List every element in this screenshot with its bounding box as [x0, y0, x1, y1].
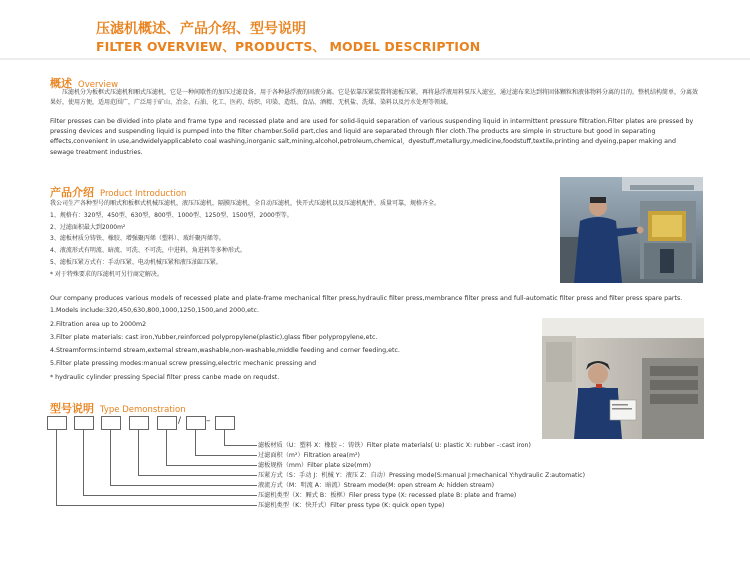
products-cn-list: [50, 199, 440, 280]
model-label-plate-material: 滤板材质（U：塑料 X：橡胶 –：铸铁）Filter plate materials( U: plastic X: rubber –:cast iron): [258, 442, 531, 449]
model-label-filtration-area: 过滤面积（m²）Filtration area(m²): [258, 452, 360, 459]
model-code-box: [129, 416, 149, 430]
model-label-pressing-mode: 压紧方式（S：手动 J：机械 Y：液压 Z：自动）Pressing mode(S:manual J:mechanical Y:hydraulic Z:automatic): [258, 472, 586, 479]
overview-paragraph-en: Filter presses can be divided into plate and frame type and recessed plate and are used for solid-liquid separation of various suspending liquid in intermittent pressure filtration.Filter plates are pressed by pressing devices and suspending liquid is pumped into the filter chamber.Solid part,cles and liquid are separated through filer cloth.The products are simple in structure but good in separating effects,convenient in use,andwidelyapplicableto coal washing,inorganic salt,mining,alcohol,petroleum,chemical，dyestuff,metallurgy,medicine,foodstuff,textile,printing and dyeing,paper making and sewage treatment industries.: [50, 118, 694, 156]
list-item: 4.Streamforms:internd stream,external stream,washable,non-washable,middle feeding and corner feeding,etc.: [50, 347, 400, 355]
model-code-box: [101, 416, 121, 430]
list-item: 5.Filter plate pressing modes:manual screw pressing,electric mechanic pressing and: [50, 360, 317, 368]
model-slash: /: [178, 416, 182, 426]
list-item: 我公司生产各种型号的厢式和板框式机械压滤机，液压压滤机，隔膜压滤机，全自动压滤机，快开式压滤机以及压滤机配件，质量可靠，规格齐全。: [50, 200, 441, 207]
photo-technician-machine: [560, 177, 703, 283]
model-label-press-type: 压滤机类型（X：厢式 B：板框）Filer press type (X: recessed plate B: plate and frame): [258, 492, 517, 499]
page-title-en: FILTER OVERVIEW、PRODUCTS、 MODEL DESCRIPTION: [96, 39, 481, 54]
products-heading-en: Product Introduction: [100, 189, 187, 199]
products-heading-cn: 产品介绍: [50, 186, 94, 199]
list-item: * hydraulic cylinder pressing Special filter press canbe made on requdst.: [50, 373, 280, 381]
products-heading: [50, 181, 186, 200]
overview-heading-en: Overview: [78, 80, 119, 90]
model-heading-cn: 型号说明: [50, 402, 94, 415]
list-item: 3、滤板材质分铸铁、橡胶、增强聚丙烯（塑料）、玻纤聚丙烯等。: [50, 235, 225, 243]
model-label-quick-open: 压滤机类型（K：快开式）Filter press type (K: quick open type): [258, 502, 445, 509]
header-divider: [0, 58, 750, 60]
model-code-box: [157, 416, 177, 430]
list-item: 2、过滤面积最大到2000m²: [50, 223, 126, 231]
list-item: 1、规格有：320型、450型、630型、800型、1000型、1250型、1500型、2000型等。: [50, 211, 293, 219]
model-heading: [50, 397, 186, 416]
model-label-plate-size: 滤板规格（mm）Filter plate size(mm): [258, 462, 371, 469]
overview-paragraph-cn: 压滤机分为板框式压滤机和厢式压滤机，它是一种间歇性的加压过滤设备，用于各种悬浮液的固液分离。它是依靠压紧装置将滤板压紧，再将悬浮液用料泵压入滤室，通过滤布来达到将固体颗粒和液体物料分离的目的。整机结构简单，分离效果好，使用方便，适用范围广，广泛用于矿山、冶金、石油、化工、医药、纺织、印染、造纸、食品、酒精、无机盐、洗煤、染料以及污水处理等领域。: [50, 89, 699, 106]
page-title-cn: 压滤机概述、产品介绍、型号说明: [96, 21, 306, 37]
model-code-box: [186, 416, 206, 430]
photo-worker-clipboard: [542, 318, 704, 439]
overview-heading-cn: 概述: [50, 77, 72, 90]
list-item: 1.Models include:320,450,630,800,1000,1250,1500,and 2000,etc.: [50, 307, 259, 315]
model-code-box: [47, 416, 67, 430]
model-heading-en: Type Demonstration: [100, 405, 186, 415]
list-item: 4、液流形式有明流、暗流、可洗、不可洗，中进料，角进料等多种形式。: [50, 247, 246, 255]
list-item: 2.Filtration area up to 2000m2: [50, 320, 147, 328]
model-dash: –: [206, 416, 211, 426]
list-item: Our company produces various models of recessed plate and plate-frame mechanical filter press,hydraulic filter press,membrance filter press and full-automatic filter press and filter press spare parts.: [50, 295, 683, 302]
model-label-stream-mode: 液流方式（M：明流 A：暗流）Stream mode(M: open stream A: hidden stream): [258, 482, 495, 489]
list-item: * 对于特殊要求的压滤机可另行商定解决。: [50, 270, 163, 278]
list-item: 3.Filter plate materials: cast iron,Yubber,reinforced polypropylene(plastic),glass fiber polypropylene,etc.: [50, 333, 378, 341]
leader-line: [56, 430, 257, 506]
model-code-box: [74, 416, 94, 430]
list-item: 5、滤板压紧方式有：手动压紧、电动机械压紧和液压油缸压紧。: [50, 258, 222, 266]
model-code-box: [215, 416, 235, 430]
